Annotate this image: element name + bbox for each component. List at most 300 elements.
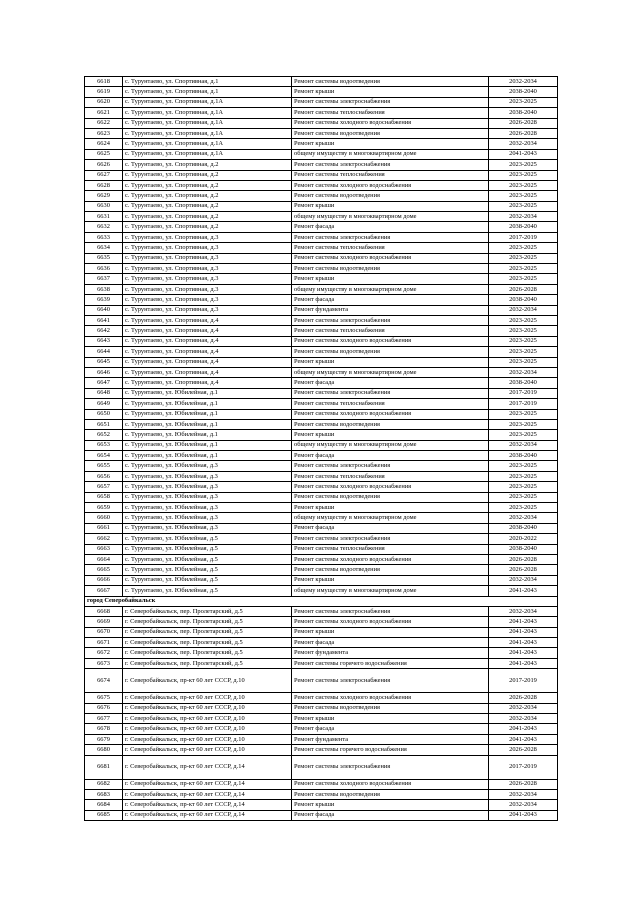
- row-number: 6652: [85, 430, 123, 440]
- table-row: [85, 724, 558, 734]
- period-cell: 2026-2028: [489, 745, 558, 755]
- period-cell: 2026-2028: [489, 284, 558, 294]
- address-cell: с. Турунтаево, ул. Спортивная, д.3: [123, 243, 292, 253]
- row-number: 6625: [85, 149, 123, 159]
- work-type-cell: Ремонт системы электроснабжения: [292, 669, 489, 693]
- work-type-cell: Ремонт системы горячего водоснабжения: [292, 745, 489, 755]
- address-cell: с. Турунтаево, ул. Юбилейная, д.1: [123, 409, 292, 419]
- work-type-cell: общему имуществу в многоквартирном доме: [292, 149, 489, 159]
- address-cell: с. Турунтаево, ул. Спортивная, д.4: [123, 357, 292, 367]
- row-number: 6639: [85, 295, 123, 305]
- address-cell: с. Турунтаево, ул. Спортивная, д.1А: [123, 108, 292, 118]
- row-number: 6620: [85, 97, 123, 107]
- period-cell: 2023-2025: [489, 409, 558, 419]
- row-number: 6684: [85, 800, 123, 810]
- work-type-cell: Ремонт системы электроснабжения: [292, 315, 489, 325]
- address-cell: г. Северобайкальск, пр-кт 60 лет СССР, д.10: [123, 714, 292, 724]
- table-row: [85, 347, 558, 357]
- table-row: [85, 554, 558, 564]
- row-number: 6644: [85, 347, 123, 357]
- work-type-cell: Ремонт крыши: [292, 139, 489, 149]
- table-row: [85, 284, 558, 294]
- row-number: 6622: [85, 118, 123, 128]
- period-cell: 2023-2025: [489, 170, 558, 180]
- address-cell: с. Турунтаево, ул. Спортивная, д.3: [123, 305, 292, 315]
- address-cell: г. Северобайкальск, пр-кт 60 лет СССР, д.14: [123, 779, 292, 789]
- address-cell: с. Турунтаево, ул. Спортивная, д.2: [123, 180, 292, 190]
- period-cell: 2038-2040: [489, 451, 558, 461]
- work-type-cell: Ремонт системы электроснабжения: [292, 160, 489, 170]
- address-cell: с. Турунтаево, ул. Спортивная, д.3: [123, 295, 292, 305]
- period-cell: 2026-2028: [489, 128, 558, 138]
- work-type-cell: Ремонт системы холодного водоснабжения: [292, 336, 489, 346]
- table-row: [85, 503, 558, 513]
- period-cell: 2026-2028: [489, 118, 558, 128]
- row-number: 6675: [85, 693, 123, 703]
- period-cell: 2038-2040: [489, 222, 558, 232]
- address-cell: г. Северобайкальск, пр-кт 60 лет СССР, д.14: [123, 800, 292, 810]
- work-type-cell: Ремонт системы холодного водоснабжения: [292, 409, 489, 419]
- row-number: 6635: [85, 253, 123, 263]
- table-row: [85, 264, 558, 274]
- address-cell: г. Северобайкальск, пр-кт 60 лет СССР, д.14: [123, 790, 292, 800]
- period-cell: 2032-2034: [489, 606, 558, 616]
- row-number: 6638: [85, 284, 123, 294]
- table-row: [85, 790, 558, 800]
- period-cell: 2023-2025: [489, 419, 558, 429]
- period-cell: 2026-2028: [489, 693, 558, 703]
- row-number: 6649: [85, 399, 123, 409]
- address-cell: с. Турунтаево, ул. Спортивная, д.4: [123, 326, 292, 336]
- work-type-cell: общему имуществу в многоквартирном доме: [292, 212, 489, 222]
- address-cell: г. Северобайкальск, пер. Пролетарский, д.5: [123, 606, 292, 616]
- row-number: 6618: [85, 77, 123, 87]
- row-number: 6683: [85, 790, 123, 800]
- table-row: [85, 638, 558, 648]
- period-cell: 2023-2025: [489, 326, 558, 336]
- address-cell: с. Турунтаево, ул. Юбилейная, д.5: [123, 554, 292, 564]
- work-type-cell: Ремонт фасада: [292, 810, 489, 820]
- period-cell: 2032-2034: [489, 212, 558, 222]
- work-type-cell: Ремонт фасада: [292, 222, 489, 232]
- row-number: 6668: [85, 606, 123, 616]
- table-row: [85, 170, 558, 180]
- address-cell: с. Турунтаево, ул. Спортивная, д.1А: [123, 139, 292, 149]
- address-cell: с. Турунтаево, ул. Спортивная, д.1А: [123, 97, 292, 107]
- table-row: [85, 534, 558, 544]
- address-cell: г. Северобайкальск, пр-кт 60 лет СССР, д.10: [123, 724, 292, 734]
- table-row: [85, 461, 558, 471]
- table-row: [85, 627, 558, 637]
- table-row: [85, 513, 558, 523]
- work-type-cell: Ремонт системы холодного водоснабжения: [292, 118, 489, 128]
- period-cell: 2026-2028: [489, 565, 558, 575]
- work-type-cell: Ремонт системы водоотведения: [292, 128, 489, 138]
- row-number: 6633: [85, 232, 123, 242]
- address-cell: с. Турунтаево, ул. Спортивная, д.2: [123, 170, 292, 180]
- table-row: [85, 191, 558, 201]
- address-cell: с. Турунтаево, ул. Юбилейная, д.1: [123, 399, 292, 409]
- work-type-cell: Ремонт системы водоотведения: [292, 77, 489, 87]
- period-cell: 2017-2019: [489, 232, 558, 242]
- work-type-cell: Ремонт крыши: [292, 87, 489, 97]
- address-cell: г. Северобайкальск, пер. Пролетарский, д.5: [123, 648, 292, 658]
- period-cell: 2023-2025: [489, 482, 558, 492]
- table-row: [85, 409, 558, 419]
- address-cell: с. Турунтаево, ул. Юбилейная, д.5: [123, 565, 292, 575]
- table-row: [85, 222, 558, 232]
- row-number: 6664: [85, 554, 123, 564]
- table-row: [85, 326, 558, 336]
- address-cell: с. Турунтаево, ул. Спортивная, д.3: [123, 274, 292, 284]
- address-cell: г. Северобайкальск, пр-кт 60 лет СССР, д.14: [123, 810, 292, 820]
- table-row: [85, 274, 558, 284]
- address-cell: г. Северобайкальск, пр-кт 60 лет СССР, д.10: [123, 734, 292, 744]
- period-cell: 2023-2025: [489, 97, 558, 107]
- period-cell: 2032-2034: [489, 139, 558, 149]
- period-cell: 2023-2025: [489, 253, 558, 263]
- work-type-cell: общему имуществу в многоквартирном доме: [292, 513, 489, 523]
- table-row: [85, 419, 558, 429]
- row-number: 6660: [85, 513, 123, 523]
- period-cell: 2020-2022: [489, 534, 558, 544]
- row-number: 6623: [85, 128, 123, 138]
- table-row: [85, 669, 558, 693]
- table-row: [85, 471, 558, 481]
- work-type-cell: Ремонт крыши: [292, 575, 489, 585]
- period-cell: 2017-2019: [489, 669, 558, 693]
- work-type-cell: Ремонт системы электроснабжения: [292, 232, 489, 242]
- work-type-cell: Ремонт системы холодного водоснабжения: [292, 180, 489, 190]
- period-cell: 2038-2040: [489, 378, 558, 388]
- row-number: 6641: [85, 315, 123, 325]
- row-number: 6640: [85, 305, 123, 315]
- period-cell: 2023-2025: [489, 180, 558, 190]
- row-number: 6656: [85, 471, 123, 481]
- row-number: 6681: [85, 755, 123, 779]
- work-type-cell: Ремонт системы электроснабжения: [292, 97, 489, 107]
- table-row: [85, 648, 558, 658]
- period-cell: 2017-2019: [489, 388, 558, 398]
- period-cell: 2023-2025: [489, 274, 558, 284]
- work-type-cell: общему имуществу в многоквартирном доме: [292, 284, 489, 294]
- row-number: 6655: [85, 461, 123, 471]
- period-cell: 2023-2025: [489, 492, 558, 502]
- period-cell: 2023-2025: [489, 461, 558, 471]
- table-row: [85, 586, 558, 596]
- work-type-cell: Ремонт системы электроснабжения: [292, 755, 489, 779]
- table-row: [85, 160, 558, 170]
- table-row: [85, 128, 558, 138]
- work-type-cell: Ремонт системы холодного водоснабжения: [292, 693, 489, 703]
- work-type-cell: Ремонт системы водоотведения: [292, 419, 489, 429]
- table-row: [85, 243, 558, 253]
- table-body: [85, 77, 558, 821]
- period-cell: 2041-2043: [489, 586, 558, 596]
- period-cell: 2041-2043: [489, 617, 558, 627]
- table-row: [85, 430, 558, 440]
- table-row: [85, 703, 558, 713]
- table-row: [85, 378, 558, 388]
- address-cell: с. Турунтаево, ул. Юбилейная, д.1: [123, 419, 292, 429]
- table-row: [85, 295, 558, 305]
- address-cell: г. Северобайкальск, пр-кт 60 лет СССР, д.10: [123, 693, 292, 703]
- period-cell: 2032-2034: [489, 800, 558, 810]
- row-number: 6634: [85, 243, 123, 253]
- row-number: 6642: [85, 326, 123, 336]
- row-number: 6619: [85, 87, 123, 97]
- row-number: 6682: [85, 779, 123, 789]
- period-cell: 2032-2034: [489, 77, 558, 87]
- work-type-cell: Ремонт системы горячего водоснабжения: [292, 658, 489, 668]
- address-cell: г. Северобайкальск, пр-кт 60 лет СССР, д.10: [123, 669, 292, 693]
- table-row: [85, 201, 558, 211]
- address-cell: с. Турунтаево, ул. Спортивная, д.1А: [123, 128, 292, 138]
- table-row: [85, 108, 558, 118]
- address-cell: с. Турунтаево, ул. Юбилейная, д.3: [123, 503, 292, 513]
- period-cell: 2023-2025: [489, 243, 558, 253]
- work-type-cell: Ремонт крыши: [292, 503, 489, 513]
- address-cell: с. Турунтаево, ул. Спортивная, д.1: [123, 77, 292, 87]
- address-cell: с. Турунтаево, ул. Спортивная, д.1: [123, 87, 292, 97]
- address-cell: с. Турунтаево, ул. Спортивная, д.4: [123, 347, 292, 357]
- work-type-cell: Ремонт крыши: [292, 357, 489, 367]
- table-row: [85, 149, 558, 159]
- work-type-cell: Ремонт крыши: [292, 714, 489, 724]
- address-cell: с. Турунтаево, ул. Спортивная, д.3: [123, 253, 292, 263]
- work-type-cell: Ремонт фасада: [292, 523, 489, 533]
- row-number: 6645: [85, 357, 123, 367]
- row-number: 6628: [85, 180, 123, 190]
- address-cell: с. Турунтаево, ул. Юбилейная, д.5: [123, 575, 292, 585]
- table-row: [85, 118, 558, 128]
- row-number: 6685: [85, 810, 123, 820]
- address-cell: с. Турунтаево, ул. Спортивная, д.2: [123, 191, 292, 201]
- row-number: 6663: [85, 544, 123, 554]
- table-row: [85, 97, 558, 107]
- table-row: [85, 575, 558, 585]
- address-cell: с. Турунтаево, ул. Юбилейная, д.3: [123, 471, 292, 481]
- address-cell: с. Турунтаево, ул. Юбилейная, д.3: [123, 492, 292, 502]
- work-type-cell: Ремонт системы электроснабжения: [292, 461, 489, 471]
- table-row: [85, 734, 558, 744]
- work-type-cell: Ремонт системы теплоснабжения: [292, 108, 489, 118]
- row-number: 6673: [85, 658, 123, 668]
- work-type-cell: Ремонт системы водоотведения: [292, 565, 489, 575]
- row-number: 6648: [85, 388, 123, 398]
- period-cell: 2032-2034: [489, 440, 558, 450]
- address-cell: с. Турунтаево, ул. Спортивная, д.2: [123, 212, 292, 222]
- period-cell: 2023-2025: [489, 201, 558, 211]
- work-type-cell: Ремонт системы водоотведения: [292, 703, 489, 713]
- address-cell: г. Северобайкальск, пр-кт 60 лет СССР, д.10: [123, 703, 292, 713]
- work-type-cell: Ремонт системы теплоснабжения: [292, 544, 489, 554]
- period-cell: 2017-2019: [489, 755, 558, 779]
- row-number: 6636: [85, 264, 123, 274]
- address-cell: г. Северобайкальск, пр-кт 60 лет СССР, д.14: [123, 755, 292, 779]
- table-row: [85, 87, 558, 97]
- address-cell: с. Турунтаево, ул. Юбилейная, д.3: [123, 461, 292, 471]
- work-type-cell: Ремонт фундамента: [292, 305, 489, 315]
- table-row: [85, 139, 558, 149]
- work-type-cell: Ремонт крыши: [292, 800, 489, 810]
- row-number: 6624: [85, 139, 123, 149]
- work-type-cell: Ремонт фундамента: [292, 734, 489, 744]
- row-number: 6629: [85, 191, 123, 201]
- row-number: 6666: [85, 575, 123, 585]
- work-type-cell: общему имуществу в многоквартирном доме: [292, 440, 489, 450]
- table-row: [85, 565, 558, 575]
- table-row: [85, 800, 558, 810]
- table-row: [85, 745, 558, 755]
- address-cell: с. Турунтаево, ул. Спортивная, д.4: [123, 367, 292, 377]
- row-number: 6621: [85, 108, 123, 118]
- period-cell: 2023-2025: [489, 264, 558, 274]
- work-type-cell: общему имуществу в многоквартирном доме: [292, 586, 489, 596]
- period-cell: 2041-2043: [489, 648, 558, 658]
- table-row: [85, 606, 558, 616]
- row-number: 6632: [85, 222, 123, 232]
- work-type-cell: общему имуществу в многоквартирном доме: [292, 367, 489, 377]
- row-number: 6661: [85, 523, 123, 533]
- address-cell: г. Северобайкальск, пер. Пролетарский, д.5: [123, 627, 292, 637]
- table-row: [85, 810, 558, 820]
- table-row: [85, 544, 558, 554]
- table-row: [85, 399, 558, 409]
- row-number: 6679: [85, 734, 123, 744]
- table-row: [85, 77, 558, 87]
- period-cell: 2023-2025: [489, 347, 558, 357]
- work-type-cell: Ремонт системы теплоснабжения: [292, 170, 489, 180]
- address-cell: с. Турунтаево, ул. Юбилейная, д.3: [123, 482, 292, 492]
- period-cell: 2023-2025: [489, 315, 558, 325]
- period-cell: 2023-2025: [489, 503, 558, 513]
- row-number: 6658: [85, 492, 123, 502]
- period-cell: 2038-2040: [489, 523, 558, 533]
- table-row: [85, 305, 558, 315]
- table-row: [85, 755, 558, 779]
- period-cell: 2041-2043: [489, 658, 558, 668]
- work-type-cell: Ремонт системы холодного водоснабжения: [292, 253, 489, 263]
- work-type-cell: Ремонт системы водоотведения: [292, 347, 489, 357]
- row-number: 6678: [85, 724, 123, 734]
- row-number: 6669: [85, 617, 123, 627]
- address-cell: г. Северобайкальск, пер. Пролетарский, д.5: [123, 658, 292, 668]
- table-row: [85, 779, 558, 789]
- table-row: [85, 523, 558, 533]
- table-row: [85, 232, 558, 242]
- table-row: [85, 693, 558, 703]
- table-row: [85, 357, 558, 367]
- address-cell: с. Турунтаево, ул. Спортивная, д.1А: [123, 118, 292, 128]
- period-cell: 2026-2028: [489, 779, 558, 789]
- work-type-cell: Ремонт крыши: [292, 627, 489, 637]
- section-heading-row: [85, 596, 558, 606]
- address-cell: с. Турунтаево, ул. Спортивная, д.1А: [123, 149, 292, 159]
- table-row: [85, 253, 558, 263]
- work-type-cell: Ремонт фасада: [292, 724, 489, 734]
- work-type-cell: Ремонт системы водоотведения: [292, 790, 489, 800]
- table-row: [85, 451, 558, 461]
- period-cell: 2032-2034: [489, 714, 558, 724]
- period-cell: 2032-2034: [489, 790, 558, 800]
- address-cell: с. Турунтаево, ул. Спортивная, д.2: [123, 201, 292, 211]
- address-cell: с. Турунтаево, ул. Спортивная, д.2: [123, 222, 292, 232]
- period-cell: 2023-2025: [489, 430, 558, 440]
- work-type-cell: Ремонт крыши: [292, 201, 489, 211]
- work-type-cell: Ремонт системы водоотведения: [292, 492, 489, 502]
- period-cell: 2041-2043: [489, 724, 558, 734]
- address-cell: с. Турунтаево, ул. Юбилейная, д.1: [123, 451, 292, 461]
- period-cell: 2038-2040: [489, 87, 558, 97]
- row-number: 6662: [85, 534, 123, 544]
- period-cell: 2017-2019: [489, 399, 558, 409]
- capital-repair-table: [84, 76, 558, 821]
- row-number: 6643: [85, 336, 123, 346]
- work-type-cell: Ремонт системы теплоснабжения: [292, 326, 489, 336]
- work-type-cell: Ремонт фасада: [292, 295, 489, 305]
- row-number: 6630: [85, 201, 123, 211]
- period-cell: 2038-2040: [489, 108, 558, 118]
- address-cell: с. Турунтаево, ул. Юбилейная, д.5: [123, 586, 292, 596]
- table-row: [85, 440, 558, 450]
- row-number: 6654: [85, 451, 123, 461]
- period-cell: 2041-2043: [489, 810, 558, 820]
- period-cell: 2038-2040: [489, 544, 558, 554]
- row-number: 6650: [85, 409, 123, 419]
- address-cell: г. Северобайкальск, пер. Пролетарский, д.5: [123, 617, 292, 627]
- period-cell: 2041-2043: [489, 627, 558, 637]
- table-row: [85, 180, 558, 190]
- period-cell: 2023-2025: [489, 191, 558, 201]
- period-cell: 2032-2034: [489, 575, 558, 585]
- period-cell: 2032-2034: [489, 703, 558, 713]
- work-type-cell: Ремонт системы электроснабжения: [292, 606, 489, 616]
- row-number: 6677: [85, 714, 123, 724]
- period-cell: 2023-2025: [489, 357, 558, 367]
- work-type-cell: Ремонт системы холодного водоснабжения: [292, 779, 489, 789]
- work-type-cell: Ремонт системы холодного водоснабжения: [292, 617, 489, 627]
- address-cell: с. Турунтаево, ул. Спортивная, д.3: [123, 264, 292, 274]
- work-type-cell: Ремонт системы холодного водоснабжения: [292, 554, 489, 564]
- address-cell: с. Турунтаево, ул. Спортивная, д.4: [123, 336, 292, 346]
- row-number: 6653: [85, 440, 123, 450]
- period-cell: 2023-2025: [489, 336, 558, 346]
- period-cell: 2032-2034: [489, 513, 558, 523]
- work-type-cell: Ремонт системы холодного водоснабжения: [292, 482, 489, 492]
- table-row: [85, 212, 558, 222]
- row-number: 6671: [85, 638, 123, 648]
- row-number: 6672: [85, 648, 123, 658]
- period-cell: 2023-2025: [489, 471, 558, 481]
- table-row: [85, 714, 558, 724]
- work-type-cell: Ремонт системы водоотведения: [292, 191, 489, 201]
- period-cell: 2041-2043: [489, 734, 558, 744]
- work-type-cell: Ремонт системы теплоснабжения: [292, 243, 489, 253]
- work-type-cell: Ремонт системы водоотведения: [292, 264, 489, 274]
- work-type-cell: Ремонт фасада: [292, 638, 489, 648]
- address-cell: г. Северобайкальск, пер. Пролетарский, д.5: [123, 638, 292, 648]
- table-row: [85, 617, 558, 627]
- work-type-cell: Ремонт системы теплоснабжения: [292, 471, 489, 481]
- address-cell: с. Турунтаево, ул. Спортивная, д.3: [123, 284, 292, 294]
- row-number: 6631: [85, 212, 123, 222]
- period-cell: 2023-2025: [489, 160, 558, 170]
- row-number: 6665: [85, 565, 123, 575]
- address-cell: с. Турунтаево, ул. Спортивная, д.2: [123, 160, 292, 170]
- row-number: 6647: [85, 378, 123, 388]
- row-number: 6659: [85, 503, 123, 513]
